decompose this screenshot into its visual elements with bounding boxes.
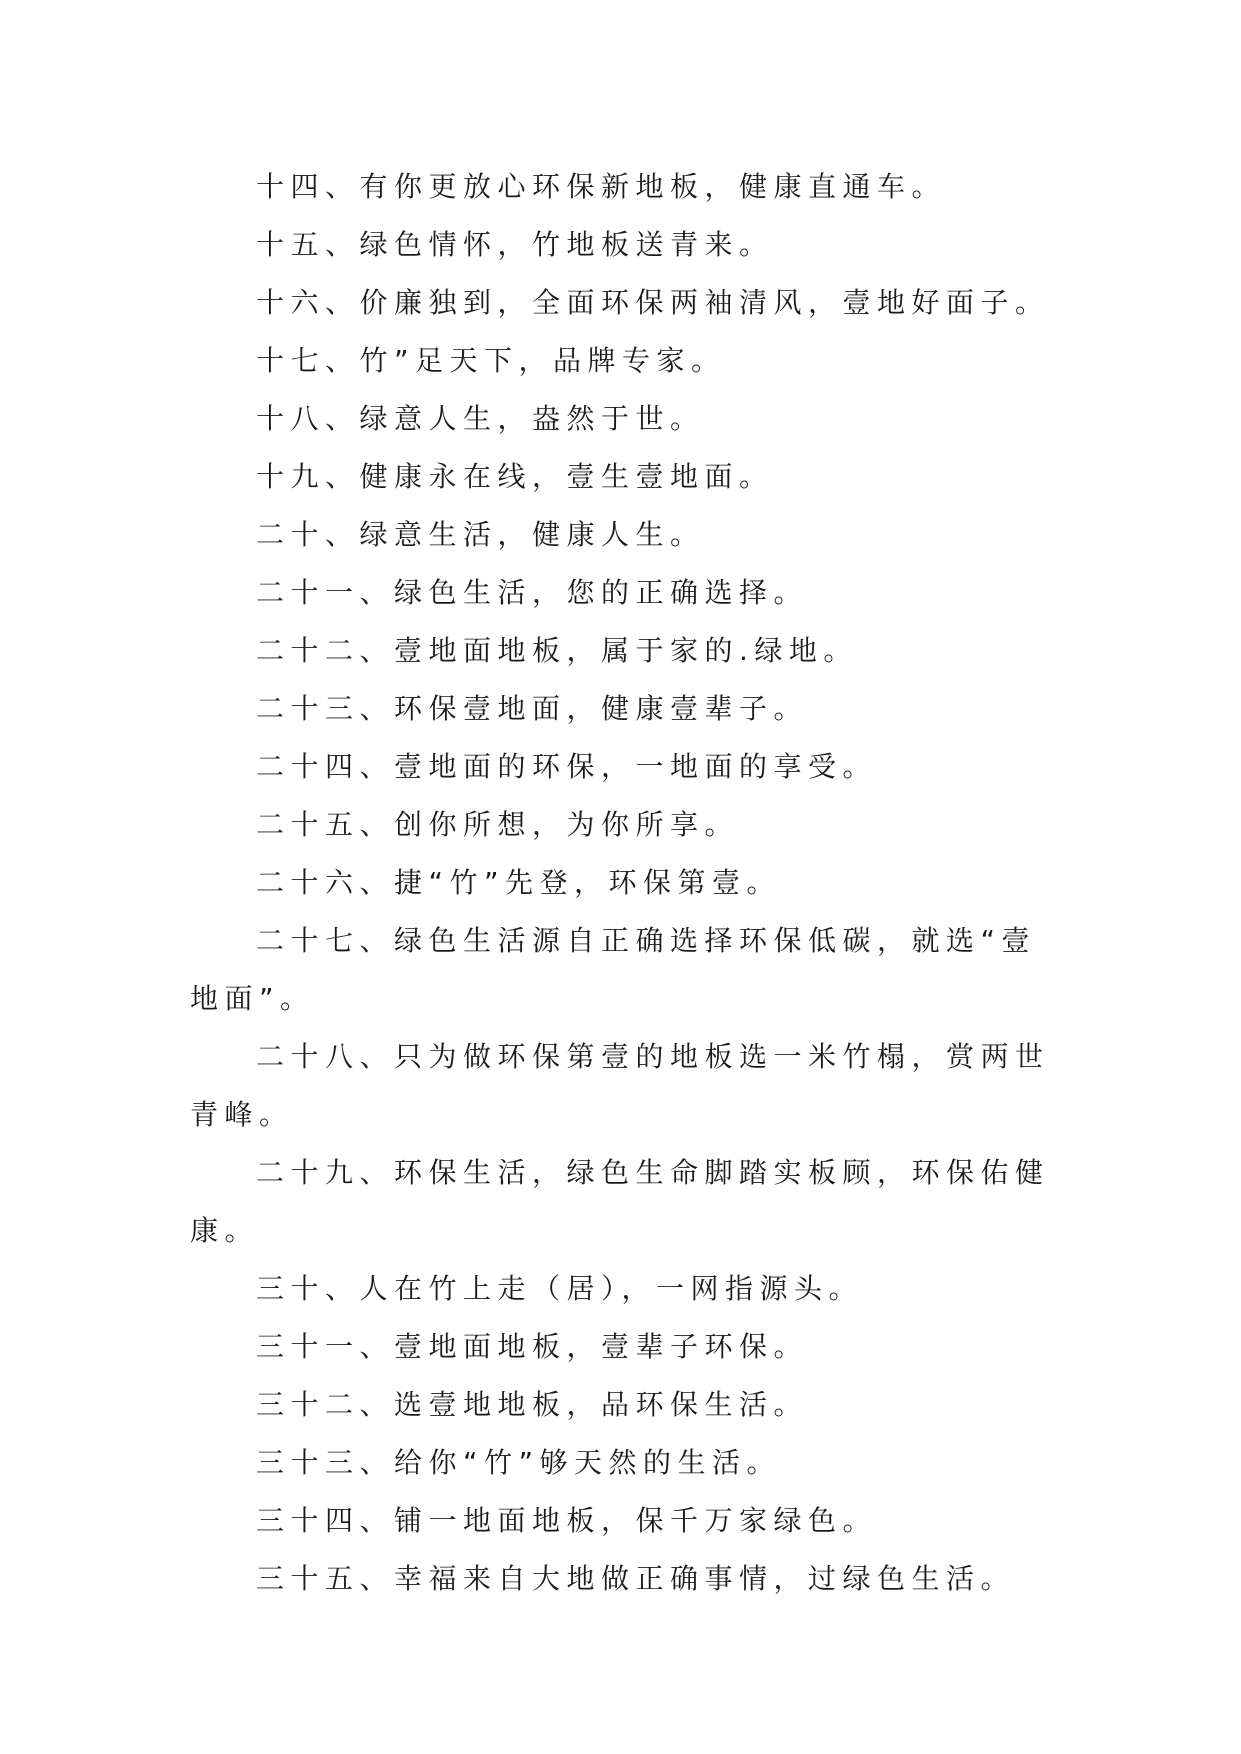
paragraph-16: 十六、价廉独到，全面环保两袖清风，壹地好面子。: [256, 286, 1050, 319]
paragraph-17: 十七、竹”足天下，品牌专家。: [256, 344, 726, 377]
paragraph-18: 十八、绿意人生，盎然于世。: [256, 402, 705, 435]
paragraph-30: 三十、人在竹上走（居），一网指源头。: [256, 1272, 864, 1305]
document-body: [190, 158, 1050, 1608]
paragraph-20: 二十、绿意生活，健康人生。: [256, 518, 705, 551]
paragraph-34: 三十四、铺一地面地板，保千万家绿色。: [256, 1504, 878, 1537]
paragraph-14: 十四、有你更放心环保新地板，健康直通车。: [256, 170, 947, 203]
paragraph-28: 二十八、只为做环保第壹的地板选一米竹榻，赏两世青峰。: [190, 1040, 1050, 1131]
paragraph-19: 十九、健康永在线，壹生壹地面。: [256, 460, 774, 493]
paragraph-33: 三十三、给你“竹”够天然的生活。: [256, 1446, 782, 1479]
paragraph-24: 二十四、壹地面的环保，一地面的享受。: [256, 750, 878, 783]
paragraph-15: 十五、绿色情怀，竹地板送青来。: [256, 228, 774, 261]
paragraph-27: 二十七、绿色生活源自正确选择环保低碳，就选“壹地面”。: [190, 924, 1037, 1015]
paragraph-35: 三十五、幸福来自大地做正确事情，过绿色生活。: [256, 1562, 1016, 1595]
paragraph-21: 二十一、绿色生活，您的正确选择。: [256, 576, 809, 609]
paragraph-23: 二十三、环保壹地面，健康壹辈子。: [256, 692, 809, 725]
paragraph-31: 三十一、壹地面地板，壹辈子环保。: [256, 1330, 809, 1363]
paragraph-29: 二十九、环保生活，绿色生命脚踏实板顾，环保佑健康。: [190, 1156, 1050, 1247]
paragraph-22: 二十二、壹地面地板，属于家的.绿地。: [256, 634, 858, 667]
paragraph-32: 三十二、选壹地地板，品环保生活。: [256, 1388, 809, 1421]
paragraph-26: 二十六、捷“竹”先登，环保第壹。: [256, 866, 782, 899]
paragraph-25: 二十五、创你所想，为你所享。: [256, 808, 740, 841]
